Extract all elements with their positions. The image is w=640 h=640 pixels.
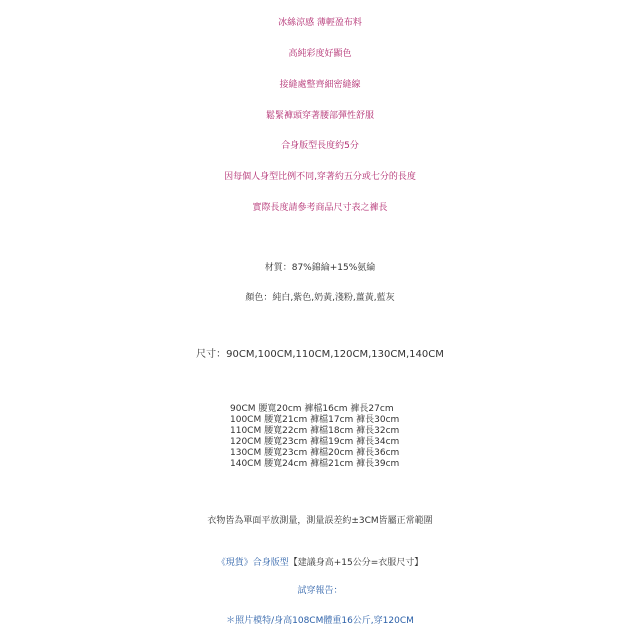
feature-line-color: 高純彩度好顯色	[288, 49, 352, 59]
fit-prefix: 《現貨》合身版型	[216, 558, 289, 568]
size-row-110: 110CM 腰寬22cm 褲檔18cm 褲長32cm	[230, 426, 400, 436]
size-row-140: 140CM 腰寬24cm 褲檔21cm 褲長39cm	[230, 459, 400, 469]
sizes-line: 尺寸：90CM,100CM,110CM,120CM,130CM,140CM	[196, 349, 444, 360]
size-row-90: 90CM 腰寬20cm 褲檔16cm 褲長27cm	[230, 404, 394, 414]
measurement-note: 衣物皆為單面平放測量，測量誤差約±3CM皆屬正常範圍	[207, 516, 433, 526]
colors-line: 顏色：純白,紫色,奶黃,淺粉,薑黃,藍灰	[245, 293, 395, 303]
trial-report-detail: ＊照片模特/身高108CM體重16公斤,穿120CM	[226, 616, 414, 626]
feature-line-size-reference: 實際長度請參考商品尺寸表之褲長	[252, 203, 388, 213]
size-row-100: 100CM 腰寬21cm 褲檔17cm 褲長30cm	[230, 415, 400, 425]
fit-suggestion-line	[0, 557, 640, 569]
feature-line-fit-length: 合身版型長度約5分	[281, 141, 359, 151]
size-table	[230, 404, 399, 470]
feature-line-waistband: 鬆緊褲頭穿著腰部彈性舒服	[265, 111, 374, 121]
material-line: 材質：87%錦綸+15%氨綸	[264, 263, 376, 273]
trial-report-title: 試穿報告：	[297, 586, 343, 596]
feature-line-body-ratio: 因每個人身型比例不同,穿著約五分或七分的長度	[224, 172, 416, 182]
height-suggestion: 【建議身高+15公分=衣服尺寸】	[288, 558, 424, 568]
size-row-130: 130CM 腰寬23cm 褲檔20cm 褲長36cm	[230, 448, 400, 458]
size-row-120: 120CM 腰寬23cm 褲檔19cm 褲長34cm	[230, 437, 400, 447]
feature-line-seams: 接縫處整齊細密縫線	[279, 80, 361, 90]
feature-line-fabric: 冰絲涼感 薄輕盈布料	[278, 18, 362, 28]
